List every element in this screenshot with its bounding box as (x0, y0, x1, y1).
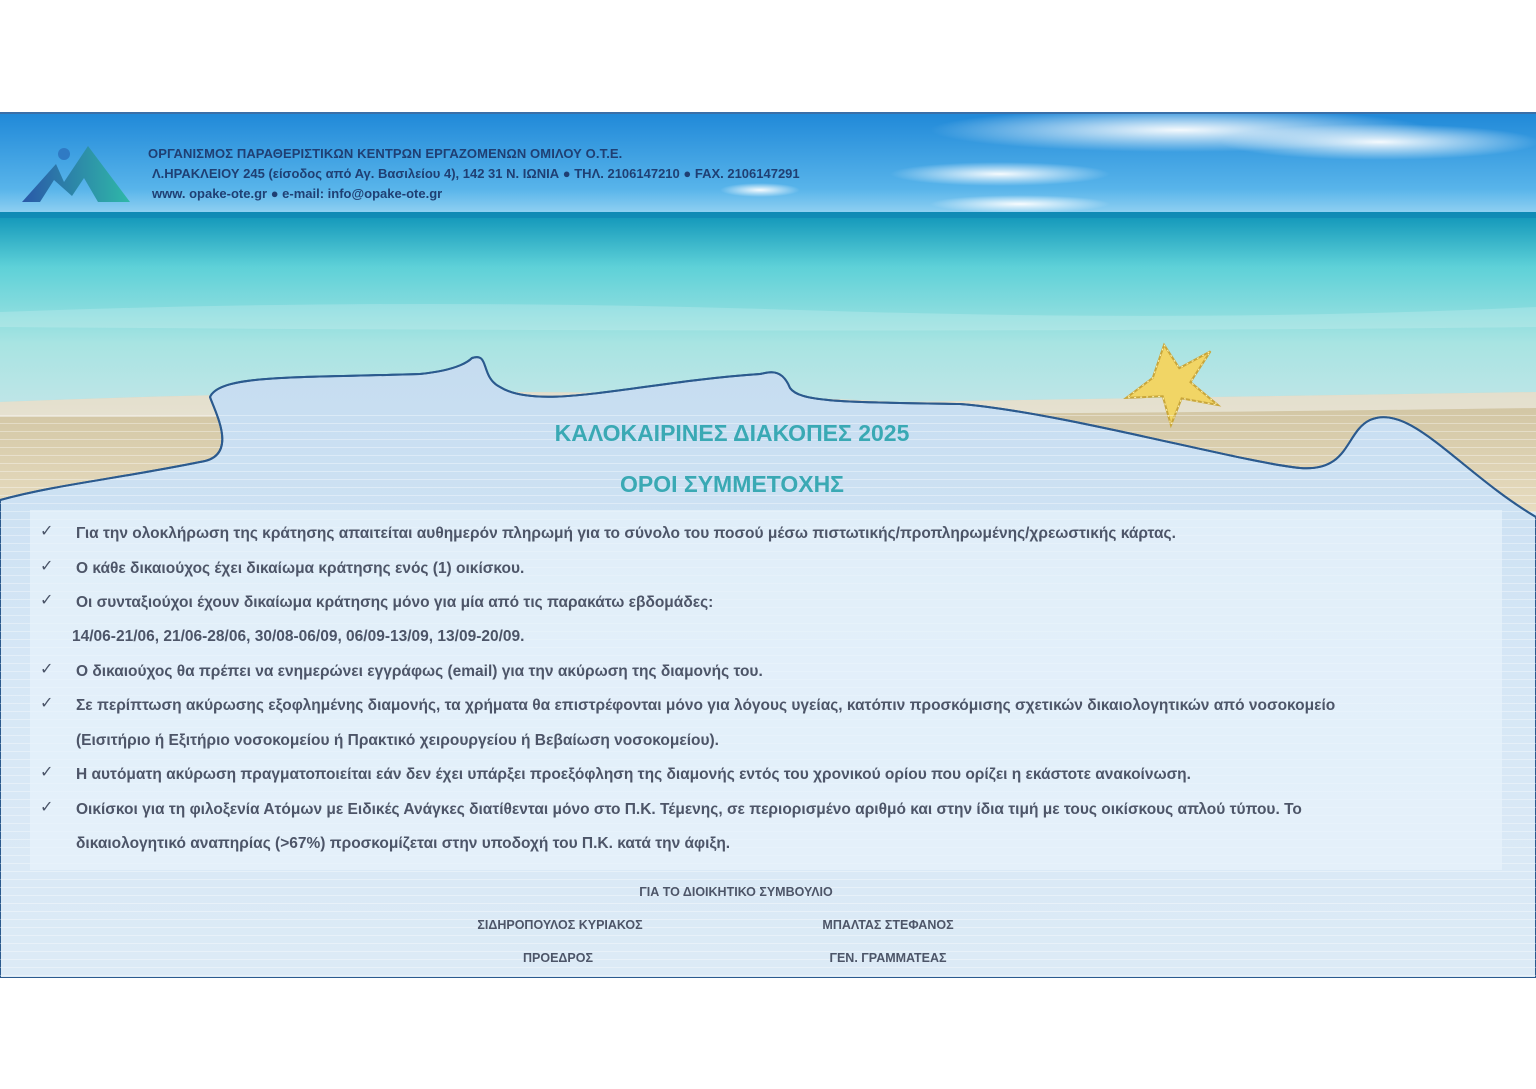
check-icon: ✓ (40, 764, 54, 781)
org-name: ΟΡΓΑΝΙΣΜΟΣ ΠΑΡΑΘΕΡΙΣΤΙΚΩΝ ΚΕΝΤΡΩΝ ΕΡΓΑΖΟΜΕΝΩΝ ΟΜΙΛΟΥ Ο.Τ.Ε. (148, 146, 623, 161)
header (148, 146, 800, 201)
flyer (0, 112, 1536, 978)
term-text: Για την ολοκλήρωση της κράτησης απαιτείται αυθημερόν πληρωμή για το σύνολο του ποσού μέσω πιστωτικής/προπληρωμένης/χρεωστικής κάρτας. (76, 525, 1176, 542)
check-icon: ✓ (40, 799, 54, 816)
page-subtitle: ΟΡΟΙ ΣΥΜΜΕΤΟΧΗΣ (620, 471, 844, 497)
address-line: Λ.ΗΡΑΚΛΕΙΟΥ 245 (είσοδος από Αγ. Βασιλείου 4), 142 31 Ν. ΙΩΝΙΑ ● ΤΗΛ. 2106147210 ● FAX. 2106147291 (152, 166, 800, 181)
term-text: Ο κάθε δικαιούχος έχει δικαίωμα κράτησης ενός (1) οικίσκου. (76, 560, 525, 577)
president-role: ΠΡΟΕΔΡΟΣ (523, 951, 593, 965)
term-text: Σε περίπτωση ακύρωσης εξοφλημένης διαμονής, τα χρήματα θα επιστρέφονται μόνο για λόγους υγείας, κατόπιν προσκόμισης σχετικών δικαιολογητικών από νοσοκομείο (76, 697, 1336, 714)
president-name: ΣΙΔΗΡΟΠΟΥΛΟΣ ΚΥΡΙΑΚΟΣ (477, 918, 643, 932)
terms-panel (30, 510, 1502, 870)
secretary-role: ΓΕΝ. ΓΡΑΜΜΑΤΕΑΣ (829, 951, 947, 965)
term-text: Οι συνταξιούχοι έχουν δικαίωμα κράτησης μόνο για μία από τις παρακάτω εβδομάδες: (76, 594, 714, 611)
secretary-name: ΜΠΑΛΤΑΣ ΣΤΕΦΑΝΟΣ (822, 918, 954, 932)
term-text: (Εισιτήριο ή Εξιτήριο νοσοκομείου ή Πρακτικό χειρουργείου ή Βεβαίωση νοσοκομείου). (76, 732, 719, 749)
term-dates: 14/06-21/06, 21/06-28/06, 30/08-06/09, 06/09-13/09, 13/09-20/09. (72, 628, 525, 645)
check-icon: ✓ (40, 592, 54, 609)
page-title: ΚΑΛΟΚΑΙΡΙΝΕΣ ΔΙΑΚΟΠΕΣ 2025 (554, 420, 910, 446)
term-text: Ο δικαιούχος θα πρέπει να ενημερώνει εγγράφως (email) για την ακύρωση της διαμονής του. (76, 663, 763, 680)
term-text: δικαιολογητικό αναπηρίας (>67%) προσκομίζεται στην υποδοχή του Π.Κ. κατά την άφιξη. (76, 835, 731, 852)
logo-mountain-icon (20, 144, 132, 204)
web-line: www. opake-ote.gr ● e-mail: info@opake-ote.gr (152, 186, 443, 201)
board-label: ΓΙΑ ΤΟ ΔΙΟΙΚΗΤΙΚΟ ΣΥΜΒΟΥΛΙΟ (639, 885, 833, 899)
check-icon: ✓ (40, 558, 54, 575)
check-icon: ✓ (40, 523, 54, 540)
check-icon: ✓ (40, 695, 54, 712)
term-text: Η αυτόματη ακύρωση πραγματοποιείται εάν δεν έχει υπάρξει προεξόφληση της διαμονής εντός του χρονικού ορίου που ορίζει η εκάστοτε ανακοίνωση. (76, 766, 1191, 783)
check-icon: ✓ (40, 661, 54, 678)
term-text: Οικίσκοι για τη φιλοξενία Ατόμων με Ειδικές Ανάγκες διατίθενται μόνο στο Π.Κ. Τέμενης, σε περιορισμένο αριθμό και στην ίδια τιμή με τους οικίσκους απλού τύπου. Το (76, 801, 1302, 818)
